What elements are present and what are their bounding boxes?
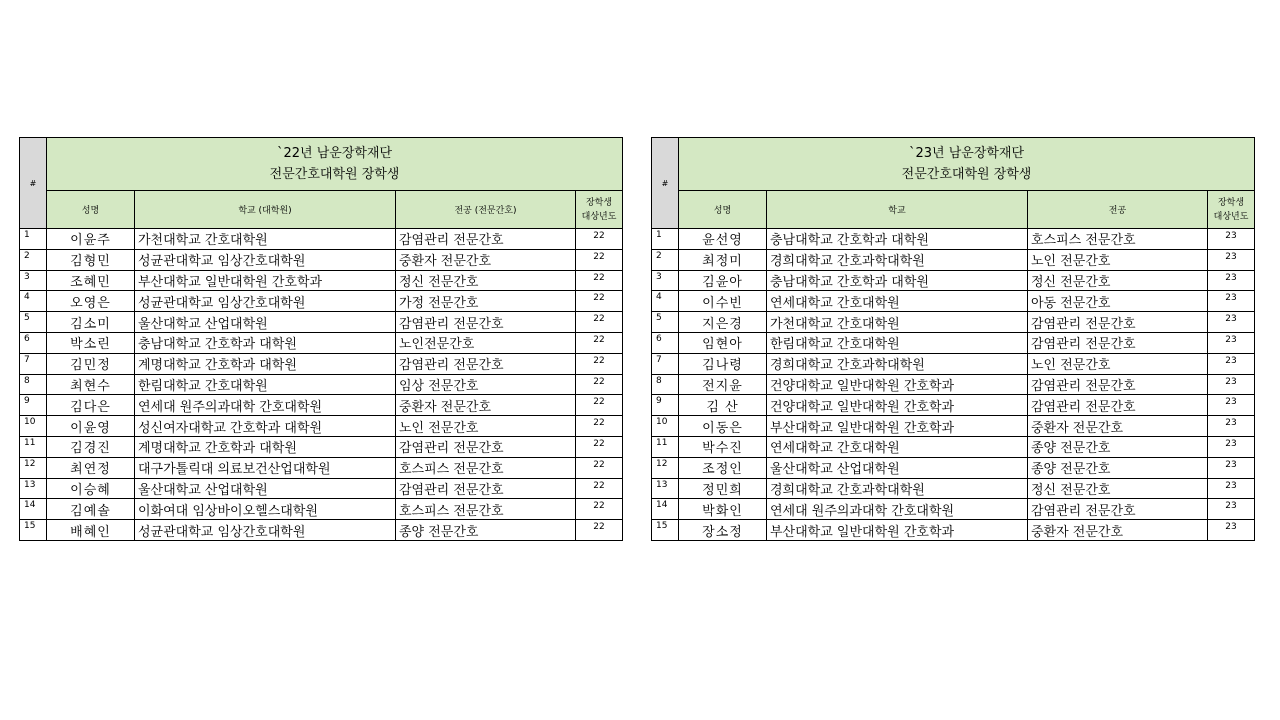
table-title-line1: `23년 남운장학재단 <box>908 146 1025 161</box>
major-cell: 호스피스 전문간호 <box>396 499 576 520</box>
row-number-cell: 14 <box>652 499 679 520</box>
row-number-cell: 3 <box>652 270 679 291</box>
row-number-cell: 13 <box>652 478 679 499</box>
table-row <box>652 436 1255 457</box>
major-column-header: 전공 (전문간호) <box>396 191 576 229</box>
school-cell: 한림대학교 간호대학원 <box>135 374 396 395</box>
school-cell: 가천대학교 간호대학원 <box>135 229 396 250</box>
table-row <box>652 249 1255 270</box>
year-header-line1: 장학생 <box>1217 197 1245 208</box>
table-row <box>652 457 1255 478</box>
student-name-cell: 박소린 <box>47 332 135 353</box>
row-number-cell: 15 <box>20 520 47 541</box>
table-row <box>652 291 1255 312</box>
major-cell: 노인 전문간호 <box>1028 353 1208 374</box>
year-cell: 23 <box>1208 457 1255 478</box>
year-cell: 23 <box>1208 374 1255 395</box>
student-name-cell: 김다은 <box>47 395 135 416</box>
year-header-line1: 장학생 <box>585 197 613 208</box>
student-name-cell: 정민희 <box>679 478 767 499</box>
year-cell: 22 <box>576 291 623 312</box>
table-row <box>20 416 623 437</box>
row-number-cell: 10 <box>652 416 679 437</box>
school-cell: 이화여대 임상바이오헬스대학원 <box>135 499 396 520</box>
table-row <box>652 478 1255 499</box>
major-cell: 중환자 전문간호 <box>1028 416 1208 437</box>
table-row <box>20 457 623 478</box>
major-cell: 감염관리 전문간호 <box>396 478 576 499</box>
year-cell: 23 <box>1208 291 1255 312</box>
student-name-cell: 오영은 <box>47 291 135 312</box>
year-cell: 22 <box>576 416 623 437</box>
year-cell: 22 <box>576 249 623 270</box>
table-row <box>20 291 623 312</box>
school-cell: 울산대학교 산업대학원 <box>135 312 396 333</box>
major-cell: 감염관리 전문간호 <box>1028 312 1208 333</box>
major-cell: 중환자 전문간호 <box>396 249 576 270</box>
table-title-line2: 전문간호대학원 장학생 <box>269 167 400 182</box>
major-cell: 노인 전문간호 <box>1028 249 1208 270</box>
name-column-header: 성명 <box>679 191 767 229</box>
table-title <box>679 138 1255 191</box>
student-name-cell: 조혜민 <box>47 270 135 291</box>
year-column-header <box>1208 191 1255 229</box>
school-cell: 성균관대학교 임상간호대학원 <box>135 291 396 312</box>
year-cell: 23 <box>1208 436 1255 457</box>
school-cell: 대구가톨릭대 의료보건산업대학원 <box>135 457 396 478</box>
row-number-cell: 6 <box>20 332 47 353</box>
school-cell: 건양대학교 일반대학원 간호학과 <box>767 395 1028 416</box>
major-cell: 정신 전문간호 <box>396 270 576 291</box>
student-name-cell: 최정미 <box>679 249 767 270</box>
table-row <box>20 249 623 270</box>
table-row <box>20 520 623 541</box>
table-row <box>652 353 1255 374</box>
row-number-cell: 2 <box>652 249 679 270</box>
year-cell: 22 <box>576 229 623 250</box>
school-cell: 건양대학교 일반대학원 간호학과 <box>767 374 1028 395</box>
table-row <box>652 416 1255 437</box>
year-cell: 23 <box>1208 395 1255 416</box>
student-name-cell: 이수빈 <box>679 291 767 312</box>
scholarship-table-2023 <box>651 137 1255 541</box>
row-number-cell: 3 <box>20 270 47 291</box>
school-cell: 경희대학교 간호과학대학원 <box>767 353 1028 374</box>
year-cell: 22 <box>576 353 623 374</box>
student-name-cell: 김윤아 <box>679 270 767 291</box>
student-name-cell: 김경진 <box>47 436 135 457</box>
school-cell: 가천대학교 간호대학원 <box>767 312 1028 333</box>
student-name-cell: 전지윤 <box>679 374 767 395</box>
major-cell: 아동 전문간호 <box>1028 291 1208 312</box>
major-cell: 종양 전문간호 <box>396 520 576 541</box>
table-title-line1: `22년 남운장학재단 <box>276 146 393 161</box>
row-number-cell: 4 <box>652 291 679 312</box>
row-number-cell: 1 <box>20 229 47 250</box>
student-name-cell: 조정인 <box>679 457 767 478</box>
table-row <box>20 499 623 520</box>
major-cell: 노인전문간호 <box>396 332 576 353</box>
school-cell: 연세대학교 간호대학원 <box>767 291 1028 312</box>
student-name-cell: 최연정 <box>47 457 135 478</box>
major-cell: 정신 전문간호 <box>1028 478 1208 499</box>
student-name-cell: 김예솔 <box>47 499 135 520</box>
row-number-cell: 14 <box>20 499 47 520</box>
scholarship-table-2022 <box>19 137 623 541</box>
major-cell: 감염관리 전문간호 <box>1028 499 1208 520</box>
table-row <box>20 478 623 499</box>
row-number-cell: 15 <box>652 520 679 541</box>
table-title <box>47 138 623 191</box>
major-cell: 감염관리 전문간호 <box>396 229 576 250</box>
student-name-cell: 임현아 <box>679 332 767 353</box>
name-column-header: 성명 <box>47 191 135 229</box>
major-cell: 감염관리 전문간호 <box>1028 395 1208 416</box>
school-cell: 충남대학교 간호학과 대학원 <box>767 270 1028 291</box>
year-cell: 22 <box>576 436 623 457</box>
school-cell: 충남대학교 간호학과 대학원 <box>135 332 396 353</box>
year-cell: 22 <box>576 457 623 478</box>
year-cell: 22 <box>576 332 623 353</box>
major-cell: 감염관리 전문간호 <box>396 353 576 374</box>
major-cell: 호스피스 전문간호 <box>396 457 576 478</box>
row-number-cell: 10 <box>20 416 47 437</box>
school-cell: 울산대학교 산업대학원 <box>135 478 396 499</box>
year-cell: 22 <box>576 374 623 395</box>
student-name-cell: 김민정 <box>47 353 135 374</box>
table-row <box>652 312 1255 333</box>
major-cell: 호스피스 전문간호 <box>1028 229 1208 250</box>
row-number-cell: 6 <box>652 332 679 353</box>
school-cell: 부산대학교 일반대학원 간호학과 <box>767 416 1028 437</box>
student-name-cell: 최현수 <box>47 374 135 395</box>
student-name-cell: 윤선영 <box>679 229 767 250</box>
major-cell: 노인 전문간호 <box>396 416 576 437</box>
school-cell: 한림대학교 간호대학원 <box>767 332 1028 353</box>
major-cell: 감염관리 전문간호 <box>396 312 576 333</box>
table-row <box>20 436 623 457</box>
school-cell: 부산대학교 일반대학원 간호학과 <box>767 520 1028 541</box>
school-cell: 연세대학교 간호대학원 <box>767 436 1028 457</box>
school-cell: 성균관대학교 임상간호대학원 <box>135 520 396 541</box>
table-row <box>20 229 623 250</box>
school-cell: 경희대학교 간호과학대학원 <box>767 478 1028 499</box>
year-cell: 23 <box>1208 353 1255 374</box>
year-cell: 23 <box>1208 332 1255 353</box>
table-row <box>652 270 1255 291</box>
year-header-line2: 대상년도 <box>581 211 617 222</box>
school-cell: 경희대학교 간호과학대학원 <box>767 249 1028 270</box>
row-number-cell: 7 <box>652 353 679 374</box>
major-cell: 감염관리 전문간호 <box>396 436 576 457</box>
row-number-cell: 9 <box>652 395 679 416</box>
table-row <box>20 395 623 416</box>
student-name-cell: 박수진 <box>679 436 767 457</box>
year-cell: 22 <box>576 499 623 520</box>
major-cell: 정신 전문간호 <box>1028 270 1208 291</box>
row-number-cell: 5 <box>20 312 47 333</box>
row-number-cell: 12 <box>20 457 47 478</box>
major-cell: 임상 전문간호 <box>396 374 576 395</box>
table-body <box>20 229 623 541</box>
year-cell: 22 <box>576 520 623 541</box>
year-cell: 22 <box>576 312 623 333</box>
row-number-cell: 12 <box>652 457 679 478</box>
row-number-cell: 9 <box>20 395 47 416</box>
number-column-header: # <box>20 138 47 229</box>
table-row <box>652 229 1255 250</box>
table-body <box>652 229 1255 541</box>
table-row <box>652 395 1255 416</box>
school-cell: 울산대학교 산업대학원 <box>767 457 1028 478</box>
year-cell: 23 <box>1208 249 1255 270</box>
year-cell: 23 <box>1208 312 1255 333</box>
student-name-cell: 이윤영 <box>47 416 135 437</box>
year-cell: 22 <box>576 478 623 499</box>
table-row <box>652 374 1255 395</box>
year-cell: 23 <box>1208 270 1255 291</box>
student-name-cell: 이윤주 <box>47 229 135 250</box>
school-cell: 충남대학교 간호학과 대학원 <box>767 229 1028 250</box>
row-number-cell: 4 <box>20 291 47 312</box>
year-cell: 22 <box>576 395 623 416</box>
major-cell: 종양 전문간호 <box>1028 436 1208 457</box>
year-column-header <box>576 191 623 229</box>
year-cell: 23 <box>1208 416 1255 437</box>
row-number-cell: 8 <box>20 374 47 395</box>
school-column-header: 학교 <box>767 191 1028 229</box>
row-number-cell: 1 <box>652 229 679 250</box>
school-cell: 연세대 원주의과대학 간호대학원 <box>767 499 1028 520</box>
student-name-cell: 김 산 <box>679 395 767 416</box>
student-name-cell: 장소정 <box>679 520 767 541</box>
year-cell: 22 <box>576 270 623 291</box>
row-number-cell: 7 <box>20 353 47 374</box>
major-cell: 중환자 전문간호 <box>396 395 576 416</box>
student-name-cell: 배혜인 <box>47 520 135 541</box>
student-name-cell: 이승혜 <box>47 478 135 499</box>
major-cell: 종양 전문간호 <box>1028 457 1208 478</box>
major-cell: 감염관리 전문간호 <box>1028 332 1208 353</box>
table-row <box>20 332 623 353</box>
major-cell: 중환자 전문간호 <box>1028 520 1208 541</box>
row-number-cell: 2 <box>20 249 47 270</box>
table-row <box>652 499 1255 520</box>
table-row <box>20 374 623 395</box>
school-cell: 부산대학교 일반대학원 간호학과 <box>135 270 396 291</box>
student-name-cell: 이동은 <box>679 416 767 437</box>
row-number-cell: 11 <box>20 436 47 457</box>
table-title-line2: 전문간호대학원 장학생 <box>901 167 1032 182</box>
year-cell: 23 <box>1208 229 1255 250</box>
table-row <box>652 520 1255 541</box>
student-name-cell: 지은경 <box>679 312 767 333</box>
table-row <box>20 270 623 291</box>
year-header-line2: 대상년도 <box>1213 211 1249 222</box>
row-number-cell: 5 <box>652 312 679 333</box>
school-column-header: 학교 (대학원) <box>135 191 396 229</box>
table-row <box>652 332 1255 353</box>
year-cell: 23 <box>1208 499 1255 520</box>
school-cell: 성신여자대학교 간호학과 대학원 <box>135 416 396 437</box>
major-column-header: 전공 <box>1028 191 1208 229</box>
student-name-cell: 김소미 <box>47 312 135 333</box>
year-cell: 23 <box>1208 478 1255 499</box>
school-cell: 계명대학교 간호학과 대학원 <box>135 353 396 374</box>
school-cell: 연세대 원주의과대학 간호대학원 <box>135 395 396 416</box>
row-number-cell: 8 <box>652 374 679 395</box>
table-row <box>20 353 623 374</box>
major-cell: 가정 전문간호 <box>396 291 576 312</box>
school-cell: 계명대학교 간호학과 대학원 <box>135 436 396 457</box>
year-cell: 23 <box>1208 520 1255 541</box>
student-name-cell: 박화인 <box>679 499 767 520</box>
table-row <box>20 312 623 333</box>
major-cell: 감염관리 전문간호 <box>1028 374 1208 395</box>
student-name-cell: 김형민 <box>47 249 135 270</box>
number-column-header: # <box>652 138 679 229</box>
student-name-cell: 김나령 <box>679 353 767 374</box>
row-number-cell: 11 <box>652 436 679 457</box>
school-cell: 성균관대학교 임상간호대학원 <box>135 249 396 270</box>
row-number-cell: 13 <box>20 478 47 499</box>
